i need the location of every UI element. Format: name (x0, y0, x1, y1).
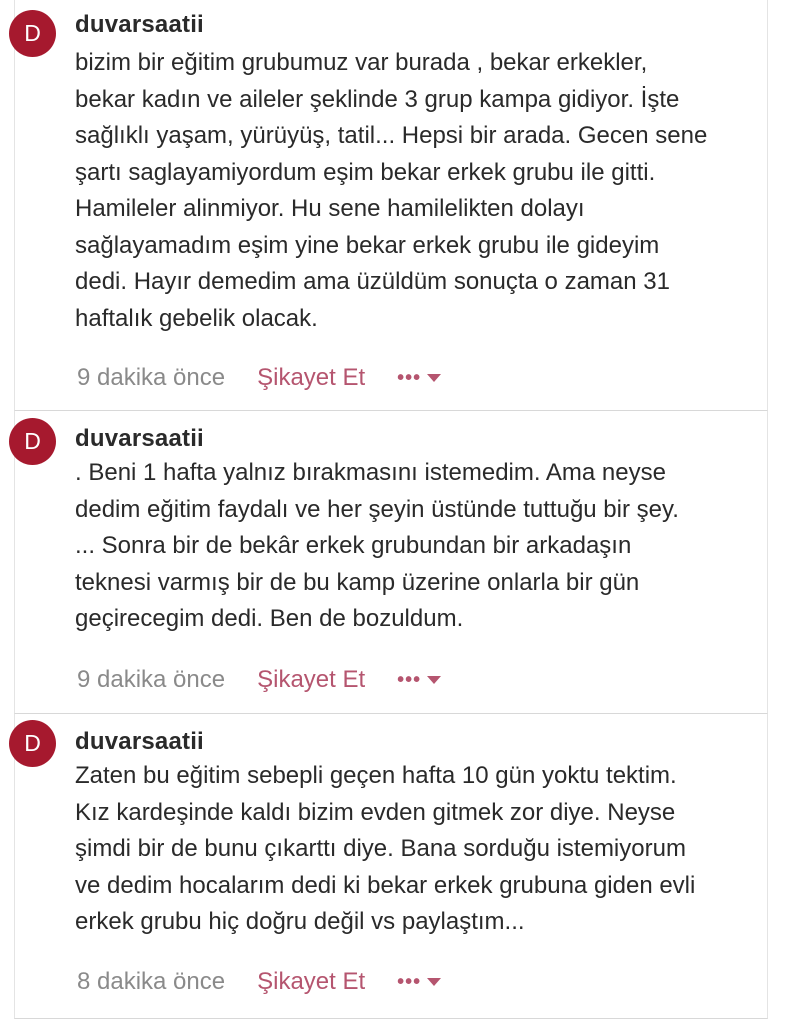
avatar[interactable]: D (9, 10, 56, 57)
comment-text: . Beni 1 hafta yalnız bırakmasını istemedim. Ama neyse dedim eğitim faydalı ve her şeyin üstünde tuttuğu bir şey. ... Sonra bir de bekâr erkek grubundan bir arkadaşın teknesi varmış bir de bu kamp üzerine onlarla bir gün geçirecegim dedi. Ben de bozuldum. (75, 459, 679, 632)
comment-text: bizim bir eğitim grubumuz var burada , bekar erkekler, bekar kadın ve aileler şeklinde 3 grup kampa gidiyor. İşte sağlıklı yaşam, yürüyüş, tatil... Hepsi bir arada. Gecen sene şartı saglayamiyordum eşim bekar erkek grubu ile gitti. Hamileler alinmiyor. Hu sene hamilelikten dolayı sağlayamadım eşim yine bekar erkek grubu ile gideyim dedi. Hayır demedim ama üzüldüm sonuçta o zaman 31 haftalık gebelik olacak. (75, 49, 708, 332)
comment-meta (77, 666, 441, 694)
report-link[interactable]: Şikayet Et (257, 364, 366, 391)
more-options-button[interactable] (397, 669, 441, 692)
comment-text: Zaten bu eğitim sebepli geçen hafta 10 gün yoktu tektim. Kız kardeşinde kaldı bizim evden gitmek zor diye. Neyse şimdi bir de bunu çıkarttı diye. Bana sorduğu istemiyorum ve dedim hocalarım dedi ki bekar erkek grubuna giden evli erkek grubu hiç doğru değil vs paylaştım... (75, 762, 696, 935)
more-dots-icon: ••• (397, 970, 422, 993)
comment-meta (77, 968, 441, 996)
more-options-button[interactable] (397, 971, 441, 994)
more-options-button[interactable] (397, 367, 441, 390)
report-link[interactable]: Şikayet Et (257, 968, 366, 995)
more-dots-icon: ••• (397, 668, 422, 691)
timestamp: 9 dakika önce (77, 666, 226, 693)
username[interactable]: duvarsaatii (75, 11, 204, 38)
report-link[interactable]: Şikayet Et (257, 666, 366, 693)
more-dots-icon: ••• (397, 366, 422, 389)
timestamp: 9 dakika önce (77, 364, 226, 391)
avatar[interactable]: D (9, 720, 56, 767)
avatar[interactable]: D (9, 418, 56, 465)
caret-down-icon (427, 676, 441, 684)
username[interactable]: duvarsaatii (75, 425, 204, 452)
comment-meta (77, 364, 441, 392)
username[interactable]: duvarsaatii (75, 728, 204, 755)
timestamp: 8 dakika önce (77, 968, 226, 995)
caret-down-icon (427, 978, 441, 986)
caret-down-icon (427, 374, 441, 382)
